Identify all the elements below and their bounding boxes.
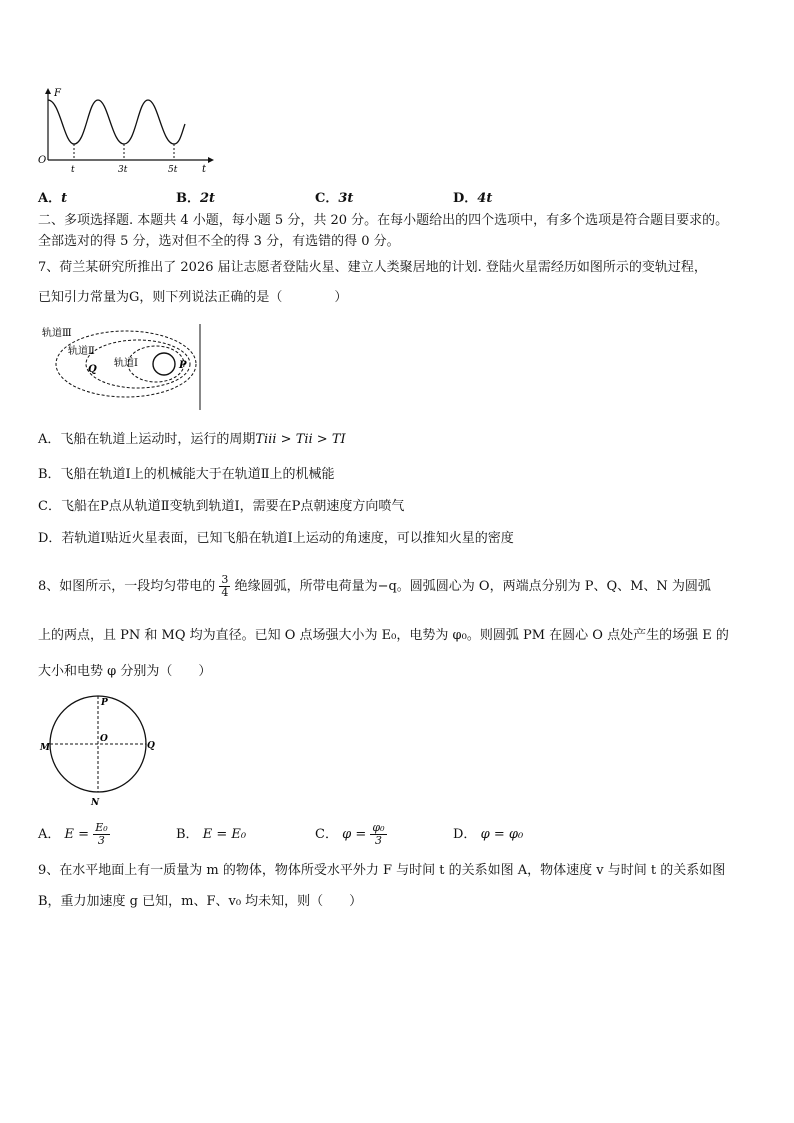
q8-option-c[interactable] (315, 818, 387, 852)
fraction-numerator: 3 (221, 573, 229, 586)
y-axis-arrow (45, 88, 51, 94)
point-q: Q (147, 741, 155, 751)
q7-stem-line1: 7、荷兰某研究所推出了 2026 届让志愿者登陆火星、建立人类聚居地的计划. 登陆火星需经历如图所示的变轨过程， (38, 260, 707, 275)
fraction-numerator: φ₀ (372, 821, 385, 834)
q7-orbit-diagram (38, 322, 208, 412)
orbit1-label: 轨道Ⅰ (114, 358, 138, 369)
option-letter: B． (176, 191, 200, 206)
q8-stem-line2: 上的两点，且 PN 和 MQ 均为直径。已知 O 点场强大小为 E₀，电势为 φ₀。则圆弧 PM 在圆心 O 点处产生的场强 E 的 (38, 628, 729, 643)
q7-option-c[interactable]: C．飞船在P点从轨道Ⅱ变轨到轨道Ⅰ，需要在P点朝速度方向喷气 (38, 499, 405, 514)
orbit3-label: 轨道Ⅲ (42, 328, 72, 339)
q7-option-b[interactable]: B．飞船在轨道Ⅰ上的机械能大于在轨道Ⅱ上的机械能 (38, 467, 335, 482)
section2-instructions-line1: 二、多项选择题. 本题共 4 小题，每小题 5 分，共 20 分。在每小题给出的四个选项中，有多个选项是符合题目要求的。 (38, 213, 729, 228)
stem-text-b: 绝缘圆弧，所带电荷量为−q。圆弧圆心为 O，两端点分别为 P、Q、M、N 为圆弧 (234, 579, 711, 594)
q6-option-a[interactable] (38, 187, 67, 206)
q7-option-a[interactable] (38, 431, 346, 449)
q8-option-b[interactable] (176, 818, 246, 852)
fraction-numerator: E₀ (95, 821, 108, 834)
q8-option-a[interactable] (38, 818, 110, 852)
section2-instructions-line2: 全部选对的得 5 分，选对但不全的得 3 分，有选错的得 0 分。 (38, 234, 400, 249)
q6-force-time-graph (36, 86, 216, 178)
option-math: E = E₀ (202, 827, 247, 842)
point-p-label: P (179, 360, 187, 371)
option-letter: D． (453, 827, 477, 842)
option-letter: C． (315, 191, 339, 206)
q8-stem-line1 (38, 574, 711, 599)
option-text: A．飞船在轨道上运动时，运行的周期 (38, 432, 256, 447)
q8-option-d[interactable] (453, 818, 523, 852)
q6-option-c[interactable] (315, 187, 353, 206)
q7-stem-line2: 已知引力常量为G，则下列说法正确的是（ ） (38, 290, 348, 305)
center-o: O (100, 734, 108, 744)
point-n: N (91, 798, 100, 808)
x-label: t (202, 164, 207, 175)
option-letter: A． (38, 191, 62, 206)
option-math: φ = φ₀ (480, 827, 524, 842)
option-value: 2t (200, 191, 216, 206)
option-letter: B． (176, 827, 199, 842)
q9-stem-line2: B，重力加速度 g 已知，m、F、v₀ 均未知，则（ ） (38, 894, 363, 909)
fraction-denominator: 3 (374, 834, 382, 847)
q6-option-b[interactable] (176, 187, 215, 206)
option-value: 4t (477, 191, 493, 206)
option-letter: D． (453, 191, 478, 206)
option-value: 3t (338, 191, 354, 206)
option-letter: C． (315, 827, 338, 842)
q6-option-d[interactable] (453, 187, 492, 206)
q7-option-d[interactable]: D．若轨道Ⅰ贴近火星表面，已知飞船在轨道Ⅰ上运动的角速度，可以推知火星的密度 (38, 531, 514, 546)
option-fraction (370, 822, 386, 847)
fraction-three-quarters (219, 574, 230, 599)
tick-3t: 3t (118, 165, 128, 175)
fraction-denominator: 4 (221, 586, 229, 599)
option-math: Tⅲ > Tⅱ > TⅠ (255, 432, 346, 447)
q9-stem-line1: 9、在水平地面上有一质量为 m 的物体，物体所受水平外力 F 与时间 t 的关系如图 A，物体速度 v 与时间 t 的关系如图 (38, 863, 726, 878)
stem-text-a: 8、如图所示，一段均匀带电的 (38, 579, 216, 594)
point-p: P (101, 698, 108, 708)
mars-planet (153, 353, 175, 375)
fraction-denominator: 3 (97, 834, 105, 847)
point-m: M (40, 743, 50, 753)
tick-5t: 5t (168, 165, 178, 175)
origin-label: O (38, 155, 47, 166)
option-lhs: E = (64, 827, 90, 842)
sine-curve (48, 100, 185, 144)
point-q-label: Q (88, 364, 97, 375)
x-axis-arrow (208, 157, 214, 163)
q8-stem-line3: 大小和电势 φ 分别为（ ） (38, 664, 212, 679)
option-letter: A． (38, 827, 61, 842)
tick-t: t (71, 165, 75, 175)
option-value: t (61, 191, 68, 206)
option-fraction (93, 822, 109, 847)
option-lhs: φ = (342, 827, 367, 842)
q8-arc-diagram (36, 692, 166, 810)
y-label: F (54, 88, 61, 99)
orbit2-label: 轨道Ⅱ (68, 346, 95, 357)
